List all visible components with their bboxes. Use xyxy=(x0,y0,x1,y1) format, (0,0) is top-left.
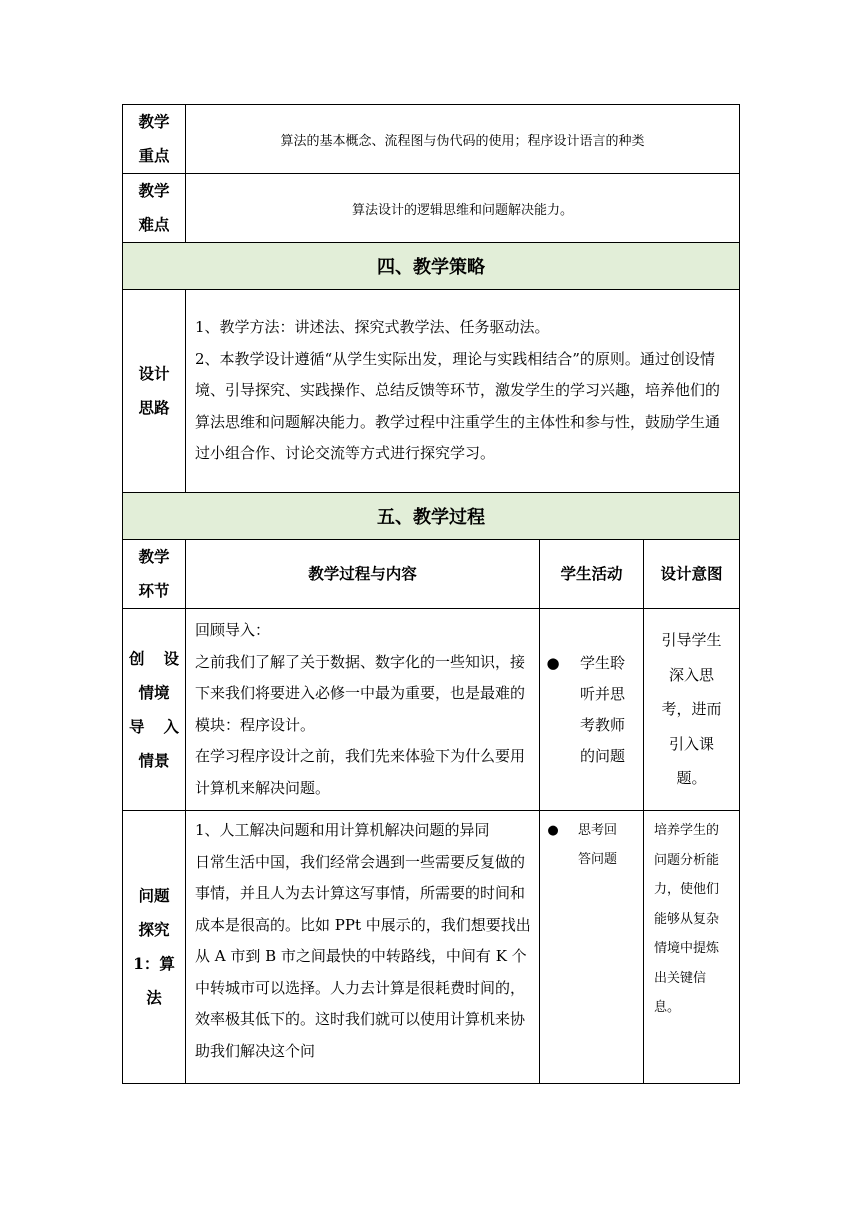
stage-label: 创 设 情境 导 入 情景 xyxy=(123,609,186,811)
stage-content: 1、人工解决问题和用计算机解决问题的异同 日常生活中国，我们经常会遇到一些需要反复做的事情，并且人为去计算这写事情，所需要的时间和成本是很高的。比如 PPt 中展示的，我们想要找出从 A 市到 B 市之间最快的中转路线，中间有 K 个中转城市可以选择。人力去计算是很耗费时间的，效率极其低下的。这时我们就可以使用计算机来协助我们解决这个问 xyxy=(186,811,540,1084)
stage-label: 问题 探究 1：算 法 xyxy=(123,811,186,1084)
design-intent-header: 设计意图 xyxy=(644,540,740,609)
content-header: 教学过程与内容 xyxy=(186,540,540,609)
student-activity: ● 学生聆 听并思 考教师 的问题 xyxy=(540,609,644,811)
design-paragraph: 2、本教学设计遵循“从学生实际出发，理论与实践相结合”的原则。通过创设情境、引导探究、实践操作、总结反馈等环节，激发学生的学习兴趣，培养他们的算法思维和问题解决能力。教学过程中注重学生的主体性和参与性，鼓励学生通过小组合作、讨论交流等方式进行探究学习。 xyxy=(195,349,721,463)
difficulties-label: 教学 难点 xyxy=(123,174,186,243)
design-content xyxy=(186,290,740,493)
key-points-row xyxy=(123,105,740,174)
design-paragraph: 1、教学方法：讲述法、探究式教学法、任务驱动法。 xyxy=(195,318,550,337)
design-row xyxy=(123,290,740,493)
bullet-icon: ● xyxy=(547,823,559,838)
design-intent: 引导学生 深入思 考，进而 引入课 题。 xyxy=(644,609,740,811)
stage-row xyxy=(123,811,740,1084)
stage-row xyxy=(123,609,740,811)
bullet-icon: ● xyxy=(546,653,560,672)
section-process-title: 五、教学过程 xyxy=(123,493,740,540)
section-process-row xyxy=(123,493,740,540)
process-header-row xyxy=(123,540,740,609)
student-activity: ● 思考回 答问题 xyxy=(540,811,644,1084)
section-strategy-title: 四、教学策略 xyxy=(123,243,740,290)
design-intent: 培养学生的 问题分析能 力，使他们 能够从复杂 情境中提炼 出关键信 息。 xyxy=(644,811,740,1084)
difficulties-content: 算法设计的逻辑思维和问题解决能力。 xyxy=(186,174,740,243)
design-label: 设计 思路 xyxy=(123,290,186,493)
key-points-content: 算法的基本概念、流程图与伪代码的使用；程序设计语言的种类 xyxy=(186,105,740,174)
key-points-label: 教学 重点 xyxy=(123,105,186,174)
difficulties-row xyxy=(123,174,740,243)
section-strategy-row xyxy=(123,243,740,290)
lesson-plan-table xyxy=(122,104,740,1084)
student-activity-header: 学生活动 xyxy=(540,540,644,609)
stage-header: 教学 环节 xyxy=(123,540,186,609)
stage-content: 回顾导入： 之前我们了解了关于数据、数字化的一些知识，接下来我们将要进入必修一中最为重要，也是最难的模块：程序设计。 在学习程序设计之前，我们先来体验下为什么要用计算机来解决问题。 xyxy=(186,609,540,811)
